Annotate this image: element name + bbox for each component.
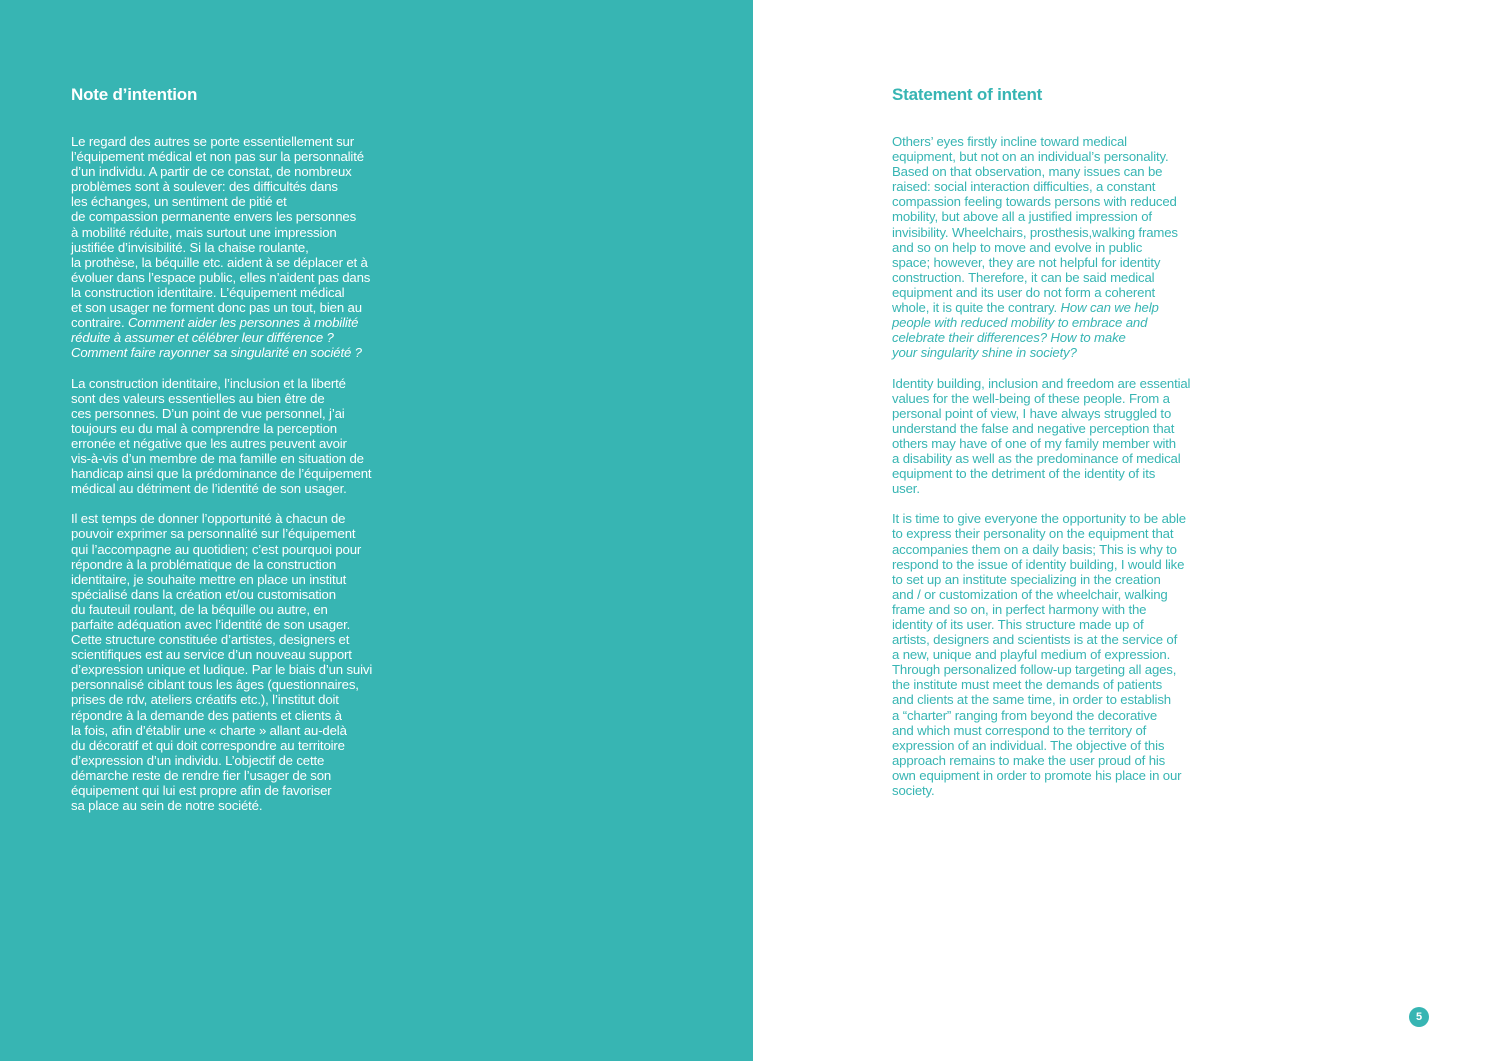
text-line: spécialisé dans la création et/ou customisation <box>71 586 336 602</box>
text-line: expression of an individual. The objective of this <box>892 737 1165 753</box>
text-line: les échanges, un sentiment de pitié et <box>71 194 287 210</box>
text-line: space; however, they are not helpful for identity <box>892 254 1161 270</box>
italic-question-text: your singularity shine in society? <box>892 345 1077 361</box>
text-line: sa place au sein de notre société. <box>71 798 263 814</box>
french-paragraph-2 <box>71 376 406 497</box>
text-line: to set up an institute specializing in the creation <box>892 571 1161 587</box>
text-line: own equipment in order to promote his place in our <box>892 767 1182 783</box>
text-line: prises de rdv, ateliers créatifs etc.), l’institut doit <box>71 692 339 708</box>
text-line: évoluer dans l’espace public, elles n’aident pas dans <box>71 269 371 285</box>
text-line: Others’ eyes firstly incline toward medical <box>892 134 1127 149</box>
italic-question-text: celebrate their differences? How to make <box>892 330 1126 346</box>
text-line: It is time to give everyone the opportunity to be able <box>892 511 1186 527</box>
text-line: du fauteuil roulant, de la béquille ou autre, en <box>71 601 328 617</box>
text-line: Cette structure constituée d’artistes, designers et <box>71 632 350 648</box>
text-line: invisibility. Wheelchairs, prosthesis,walking frames <box>892 224 1178 240</box>
text-line: du décoratif et qui doit correspondre au territoire <box>71 737 345 753</box>
text-line: compassion feeling towards persons with reduced <box>892 194 1177 210</box>
italic-question-text: réduite à assumer et célébrer leur différence ? <box>71 330 334 346</box>
text-line: others may have of one of my family member with <box>892 435 1176 451</box>
text-line: equipment, but not on an individual’s personality. <box>892 149 1169 165</box>
text-line: user. <box>892 481 920 497</box>
text-line: et son usager ne forment donc pas un tout, bien au <box>71 300 362 316</box>
text-line: mobility, but above all a justified impression of <box>892 209 1152 225</box>
text-line: qui l’accompagne au quotidien; c’est pourquoi pour <box>71 541 362 557</box>
italic-question-text: Comment faire rayonner sa singularité en société ? <box>71 345 362 361</box>
italic-question-line <box>892 345 1228 360</box>
text-line: artists, designers and scientists is at the service of <box>892 632 1178 648</box>
text-line: Based on that observation, many issues can be <box>892 164 1163 180</box>
text-line: l’équipement médical et non pas sur la personnalité <box>71 149 364 165</box>
text-line: médical au détriment de l’identité de son usager. <box>71 481 347 497</box>
text-line: a new, unique and playful medium of expression. <box>892 647 1171 663</box>
french-title: Note d’intention <box>71 85 198 104</box>
italic-question-line <box>71 330 406 345</box>
text-line: pouvoir exprimer sa personnalité sur l’équipement <box>71 526 356 542</box>
text-fragment: whole, it is quite the contrary. <box>892 300 1061 316</box>
text-line: handicap ainsi que la prédominance de l’équipement <box>71 466 372 482</box>
text-line: la construction identitaire. L’équipement médical <box>71 284 345 300</box>
french-body <box>71 134 406 828</box>
text-line: respond to the issue of identity building, I would like <box>892 556 1185 572</box>
text-line: vis-à-vis d’un membre de ma famille en situation de <box>71 450 364 466</box>
text-line: understand the false and negative perception that <box>892 420 1175 436</box>
text-line: La construction identitaire, l’inclusion et la liberté <box>71 375 346 391</box>
french-paragraph-3 <box>71 511 406 813</box>
text-line: to express their personality on the equipment that <box>892 526 1174 542</box>
text-line: the institute must meet the demands of patients <box>892 677 1163 693</box>
text-line: a “charter” ranging from beyond the decorative <box>892 707 1158 723</box>
text-line: équipement qui lui est propre afin de favoriser <box>71 783 332 799</box>
text-line: and so on help to move and evolve in public <box>892 239 1143 255</box>
text-line: values for the well-being of these people. From a <box>892 390 1170 406</box>
italic-question-text: people with reduced mobility to embrace and <box>892 315 1148 331</box>
italic-question-line <box>892 315 1228 330</box>
page-number-badge: 5 <box>1409 1007 1429 1027</box>
text-line: toujours eu du mal à comprendre la perception <box>71 420 337 436</box>
text-line: Le regard des autres se porte essentiellement sur <box>71 134 354 149</box>
text-line: répondre à la problématique de la construction <box>71 556 337 572</box>
text-line: Through personalized follow-up targeting all ages, <box>892 662 1177 678</box>
text-line: identity of its user. This structure made up of <box>892 617 1144 632</box>
text-line: répondre à la demande des patients et clients à <box>71 707 342 723</box>
text-line: démarche reste de rendre fier l’usager de son <box>71 767 332 783</box>
text-line: equipment and its user do not form a coherent <box>892 284 1156 300</box>
text-line: à mobilité réduite, mais surtout une impression <box>71 224 337 240</box>
english-paragraph-1 <box>892 134 1228 360</box>
text-line: personnalisé ciblant tous les âges (questionnaires, <box>71 677 359 693</box>
english-title: Statement of intent <box>892 85 1043 104</box>
text-line: society. <box>892 783 935 799</box>
text-line: Il est temps de donner l’opportunité à chacun de <box>71 511 346 527</box>
text-line: construction. Therefore, it can be said medical <box>892 269 1155 285</box>
text-line: ces personnes. D’un point de vue personnel, j’ai <box>71 405 345 421</box>
text-line: la prothèse, la béquille etc. aident à se déplacer et à <box>71 254 368 270</box>
text-line: and clients at the same time, in order to establish <box>892 692 1171 708</box>
text-line: d’un individu. A partir de ce constat, de nombreux <box>71 164 352 180</box>
text-line: frame and so on, in perfect harmony with the <box>892 601 1147 617</box>
text-line: raised: social interaction difficulties, a constant <box>892 179 1156 195</box>
text-line: accompanies them on a daily basis; This is why to <box>892 541 1177 557</box>
mixed-text-line <box>71 315 406 330</box>
italic-question-line <box>892 330 1228 345</box>
text-line: d’expression d’un individu. L’objectif de cette <box>71 752 325 768</box>
text-line: parfaite adéquation avec l’identité de son usager. <box>71 617 351 632</box>
english-page-panel <box>753 0 1500 1061</box>
italic-question-fragment: How can we help <box>1060 300 1159 316</box>
english-paragraph-2 <box>892 376 1228 497</box>
text-line: la fois, afin d’établir une « charte » allant au-delà <box>71 722 347 738</box>
text-line: problèmes sont à soulever: des difficultés dans <box>71 179 338 195</box>
text-line: a disability as well as the predominance of medical <box>892 450 1181 466</box>
text-line: d’expression unique et ludique. Par le biais d’un suivi <box>71 662 373 678</box>
text-line: personal point of view, I have always struggled to <box>892 405 1172 421</box>
text-line: sont des valeurs essentielles au bien être de <box>71 390 325 406</box>
english-body <box>892 134 1228 813</box>
mixed-text-line <box>892 300 1228 315</box>
text-line: and / or customization of the wheelchair, walking <box>892 586 1168 602</box>
text-line: scientifiques est au service d’un nouveau support <box>71 647 352 663</box>
text-line: approach remains to make the user proud of his <box>892 752 1166 768</box>
text-line: identitaire, je souhaite mettre en place un institut <box>71 571 347 587</box>
text-line: justifiée d’invisibilité. Si la chaise roulante, <box>71 239 309 255</box>
french-paragraph-1 <box>71 134 406 360</box>
text-line: erronée et négative que les autres peuvent avoir <box>71 435 347 451</box>
english-paragraph-3 <box>892 511 1228 798</box>
text-line: equipment to the detriment of the identity of its <box>892 466 1156 482</box>
text-line: and which must correspond to the territory of <box>892 722 1147 738</box>
text-line: de compassion permanente envers les personnes <box>71 209 357 225</box>
text-fragment: contraire. <box>71 315 128 331</box>
italic-question-fragment: Comment aider les personnes à mobilité <box>128 315 359 331</box>
text-line: Identity building, inclusion and freedom are essential <box>892 375 1191 391</box>
italic-question-line <box>71 345 406 360</box>
